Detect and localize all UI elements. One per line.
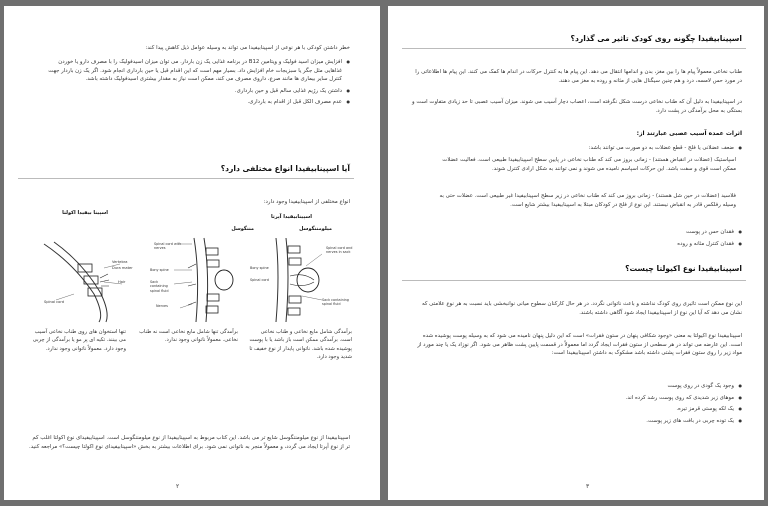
paragraph: این نوع ممکن است تاثیری روی کودک نداشته و باعث ناتوانی نگردد. در هر حال کارکنان سطوح میانی نوانبخشی باید نسبت به هر نوع علامتی که نشان می دهد که آیا این نوع از اسپینابیفیدا ایجاد شود آگاهی داشته باشند.: [422, 301, 742, 316]
page-number: ۲: [176, 483, 180, 490]
list-item: ● یک لکه پوستی قرمز تیره.: [428, 405, 742, 414]
myelomeningocele-title: میلومننگوسل: [299, 226, 332, 232]
signs-list: [428, 382, 742, 428]
list-item: ● یک توده چربی در بافت های زیر پوست.: [428, 417, 742, 426]
occulta-diagram: [34, 234, 134, 324]
list-item: ● فقدان حس در پوست: [428, 228, 742, 237]
effects-list: [428, 144, 742, 156]
risk-bullets: [44, 58, 350, 110]
list-item: ● موهای زبر شدیدی که روی پوست رشد کرده اند.: [428, 394, 742, 403]
effect-spastic: اسپاستیک (عضلات در انقباض هستند) - زمانی بروز می کند که طناب نخاعی در پایین سطح اسپینابیفیدا طبیعی است. فعالیت عضلات ممکن است قوی و سفت باشد. این حرکات اسپاسم نامیده می شوند و نمی توانند به شکل ارادی کنترل شوند.: [442, 157, 736, 172]
section-title: آیا اسپینابیفیدا انواع مختلفی دارد؟: [220, 164, 350, 173]
label-bony-spine: Bony spine: [150, 268, 169, 272]
label-spinal-cord: Spinal cord: [44, 300, 65, 304]
right-page: [388, 6, 764, 500]
label-nerves: Nerves: [156, 304, 168, 308]
paragraph: اسپینابیفیدا نوع اکیولتا به معنی «وجود شکافی پنهان در ستون فقرات» است که این دلیل پنهان نامیده می شود که به وسیله پوست پوشیده شده است. این عارضه می تواند در هر سطحی از ستون فقرات ایجاد گردد اما معمولاً در قسمت پایین پشت ظاهر می شود. اگر نوزاد یک یا چند مورد از مواد زیر را روی ستون فقرات پشتی داشته باشد مشکوک به داشتن اسپینابیفیدا است:: [417, 333, 742, 357]
label-sack-fluid-2: Sack containing spinal fluid: [322, 298, 349, 307]
types-header: اسپینابیفیدا آپرتا: [271, 214, 312, 220]
divider: [402, 280, 746, 281]
label-dura: Dura mater: [112, 266, 133, 270]
list-item: ● عدم مصرف الکل قبل از اقدام به بارداری.: [44, 98, 350, 107]
subheading-effects: اثرات عمده آسیب عصبی عبارتند از:: [636, 130, 742, 137]
label-hair: Hair: [118, 280, 126, 284]
intro-paragraph: خطر داشتن کودکی با هر نوعی از اسپینابیفیدا می تواند به وسیله عوامل ذیل کاهش پیدا کند:: [145, 45, 350, 51]
list-item: ● ضعف عضلانی یا فلج - قطع عضلات به دو صورت می توانند باشد:: [428, 144, 742, 153]
paragraph: طناب نخاعی معمولاً پیام ها را بین مغز، بدن و اندامها انتقال می دهد. این پیام ها به کنترل حرکات در اندام ها کمک می کنند. این پیام ها اطلاعاتی را در مورد حس لامسه، درد و هم چنین سیگنال هایی از مثانه و روده به مغز می دهند.: [415, 69, 742, 84]
section-title-effects: اسپینابیفیدا چگونه روی کودک تاثیر می گذارد؟: [570, 34, 742, 43]
section-title-occulta: اسپینابیفیدا نوع اکیولتا چیست؟: [625, 264, 742, 273]
list-item: ● وجود یک گودی در روی پوست: [428, 382, 742, 391]
meningocele-text: برآمدگی تنها شامل مایع نخاعی است نه طناب نخاعی. معمولاً ناتوانی وجود ندارد.: [139, 329, 238, 344]
occulta-title: اسپینا بیفیدا اکولتا: [62, 210, 108, 216]
label-vertebra: Vertebra: [112, 260, 128, 264]
label-spinal-cord-nerves: Spinal cord with nerves: [154, 242, 182, 251]
label-sack-fluid: Sack containing spinal fluid: [150, 280, 169, 293]
left-page: [4, 6, 380, 500]
effect-flaccid: فلاسید (عضلات در حین شل هستند) - زمانی بروز می کند که طناب نخاعی در زیر سطح اسپینابیفیدا غیر طبیعی است. عضلات حتی به وسیله رفلکس قادر به انقباض نیستند. این نوع از فلج در کودکان مبتلا به اسپینابیفیدا بیشتر شایع است.: [439, 193, 736, 208]
meningocele-title: مننگوسل: [231, 226, 254, 232]
effects-bullets: [428, 228, 742, 251]
divider: [402, 48, 746, 49]
list-item: ● افزایش میزان اسید فولیک و ویتامین B12 در برنامه غذایی یک زن باردار. می توان میزان اسیدفولیک را با مصرف دارو یا خوردن غذاهایی مثل جگر یا سبزیجات خام افزایش داد. بسیار مهم است که این اقدام قبل یا حین بارداری انجام شود. اگر یک زن باردار جهت کنترل سایر بیماری ها مانند صرع، داروی مصرف می کند، ممکن است نیاز به مقدار بیشتری اسیدفولیک داشته باشد.: [44, 58, 350, 84]
occulta-text: تنها استخوان های روی طناب نخاعی آسیب می بینند. تکیه ای پر مو یا برآمدگی از چربی وجود دارد. معمولاً ناتوانی وجود ندارد.: [32, 329, 126, 352]
myelomeningocele-text: برآمدگی شامل مایع نخاعی و طناب نخاعی است. برآمدگی ممکن است باز باشد یا با پوست پوشیده شده باشد. ناتوانی پایدار از نوع خفیف تا شدید وجود دارد.: [249, 329, 352, 361]
list-item: ● داشتن یک رژیم غذایی سالم قبل و حین بارداری.: [44, 87, 350, 96]
section-intro: انواع مختلفی از اسپینابیفیدا وجود دارد:: [263, 199, 350, 205]
page-number: ۳: [586, 483, 590, 490]
closing-paragraph: اسپینابیفیدا از نوع میلومننگوسل شایع تر می باشد. این کتاب مربوط به اسپینابیفیدا از نوع میلومننگوسل است. اسپینابیفیدای نوع اکولتا اغلب کم تر از نوع آپرتا ایجاد می گردد، و معمولاً منجر به ناتوانی نمی شود. برای اطلاعات بیشتر به بخش «اسپینابیفیدای نوع اکولتا چیست؟» مراجعه کنید.: [29, 435, 350, 450]
paragraph: در اسپینابیفیدا به دلیل آن که طناب نخاعی درست شکل نگرفته است، اعصاب دچار آسیب می شوند. میزان آسیب عصبی تا حد زیادی متفاوت است و بستگی به محل برآمدگی در پشت دارد.: [412, 99, 742, 114]
list-item: ● فقدان کنترل مثانه و روده: [428, 240, 742, 249]
divider: [18, 178, 354, 179]
label-spinal-cord-2: Spinal cord: [250, 278, 269, 282]
label-bony-spine-2: Bony spine: [250, 266, 269, 270]
label-cord-in-sack: Spinal cord and nerves in sack: [326, 246, 353, 255]
